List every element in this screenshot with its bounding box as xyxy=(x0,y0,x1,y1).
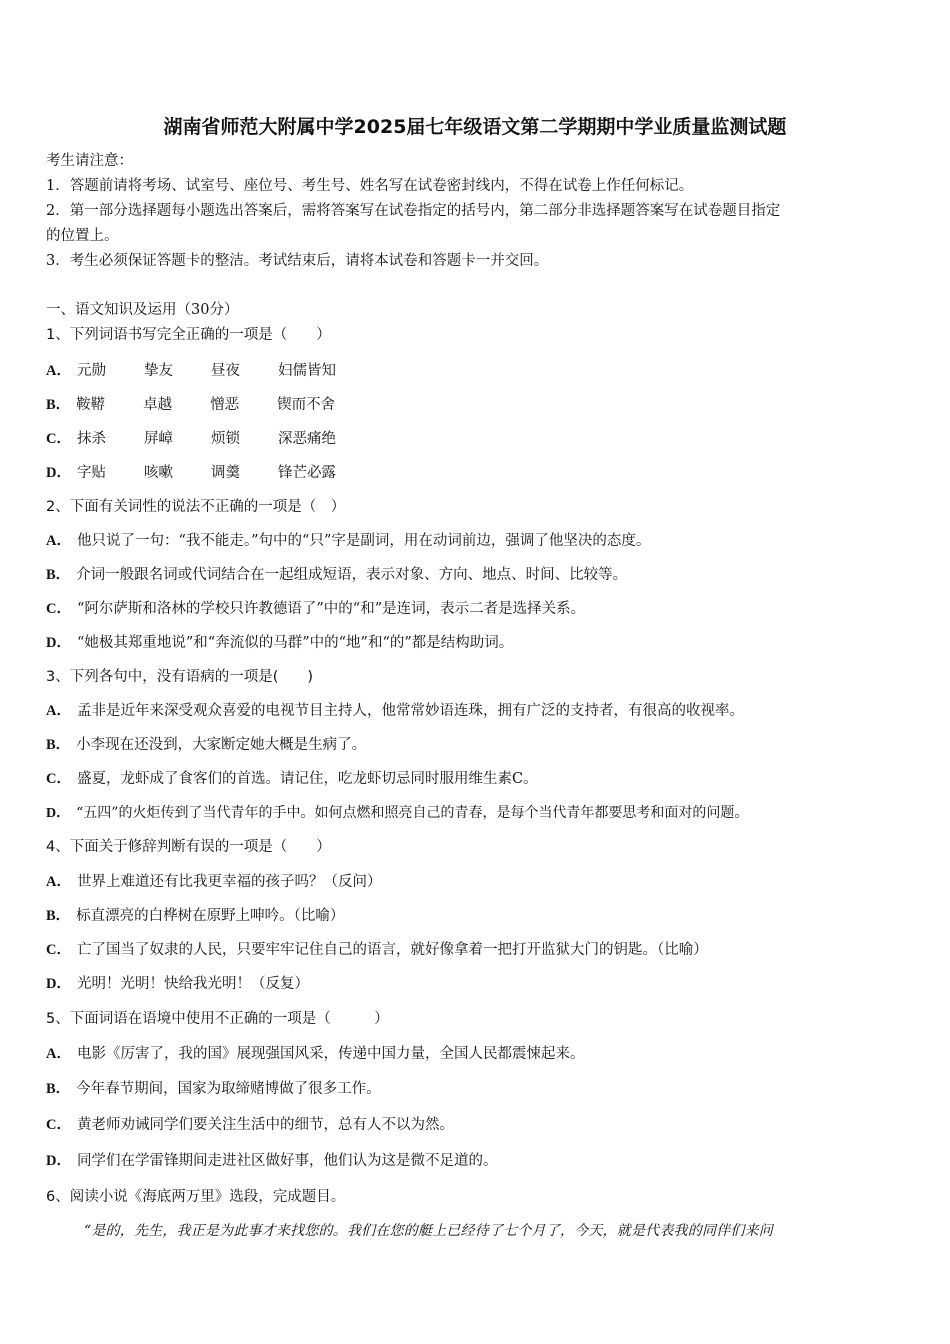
question-stem: 1、下列词语书写完全正确的一项是（ ） xyxy=(46,327,331,343)
option-word: 屏嶂 xyxy=(143,431,173,447)
option-word: 挚友 xyxy=(143,363,173,379)
option-b xyxy=(46,565,627,585)
option-word: 字贴 xyxy=(76,465,106,481)
option-a xyxy=(46,1044,584,1064)
option-text: 孟非是近年来深受观众喜爱的电视节目主持人，他常常妙语连珠，拥有广泛的支持者，有很高的收视率。 xyxy=(76,703,744,719)
option-letter: B． xyxy=(46,1081,71,1097)
option-text: 盛夏，龙虾成了食客们的首选。请记住，吃龙虾切忌同时服用维生素C。 xyxy=(76,771,538,787)
option-a xyxy=(46,361,336,381)
notice-item: 的位置上。 xyxy=(46,228,119,244)
option-letter: A． xyxy=(46,1046,71,1062)
option-text: 小李现在还没到，大家断定她大概是生病了。 xyxy=(76,737,367,753)
option-letter: A． xyxy=(46,703,71,719)
option-text: 同学们在学雷锋期间走进社区做好事，他们认为这是微不足道的。 xyxy=(76,1153,498,1169)
option-word: 卓越 xyxy=(143,397,173,413)
option-a xyxy=(46,701,744,721)
question-stem: 3、下列各句中，没有语病的一项是( ) xyxy=(46,669,314,685)
option-letter: C． xyxy=(46,1117,71,1133)
option-text: “五四”的火炬传到了当代青年的手中。如何点燃和照亮自己的青春，是每个当代青年都要思考和面对的问题。 xyxy=(76,805,749,821)
option-c xyxy=(46,769,538,789)
option-word: 鞍鞯 xyxy=(76,397,106,413)
option-d xyxy=(46,1151,497,1171)
notice-item: 2．第一部分选择题每小题选出答案后，需将答案写在试卷指定的括号内，第二部分非选择题答案写在试卷题目指定 xyxy=(46,203,781,219)
option-c xyxy=(46,599,585,619)
option-letter: D． xyxy=(46,465,71,481)
option-letter: B． xyxy=(46,567,71,583)
notice-item: 1．答题前请将考场、试室号、座位号、考生号、姓名写在试卷密封线内，不得在试卷上作任何标记。 xyxy=(46,178,694,194)
option-d xyxy=(46,633,513,653)
section-heading: 一、语文知识及运用（30分） xyxy=(46,302,239,318)
option-c xyxy=(46,940,708,960)
option-text: 世界上难道还有比我更幸福的孩子吗？（反问） xyxy=(76,874,382,890)
option-a xyxy=(46,872,381,892)
question-stem: 6、阅读小说《海底两万里》选段，完成题目。 xyxy=(46,1189,346,1205)
option-text: 今年春节期间，国家为取缔赌博做了很多工作。 xyxy=(76,1081,381,1097)
option-d xyxy=(46,803,748,824)
option-word: 憎恶 xyxy=(210,397,240,413)
option-c xyxy=(46,429,336,449)
option-word: 元勋 xyxy=(76,363,106,379)
option-word: 妇儒皆知 xyxy=(277,363,336,379)
option-letter: B． xyxy=(46,737,71,753)
question-stem: 2、下面有关词性的说法不正确的一项是（ ） xyxy=(46,499,346,515)
option-letter: C． xyxy=(46,431,71,447)
option-word: 锋芒必露 xyxy=(277,465,336,481)
option-word: 烦锁 xyxy=(210,431,240,447)
option-letter: C． xyxy=(46,771,71,787)
option-b xyxy=(46,735,366,755)
option-letter: B． xyxy=(46,908,71,924)
option-text: 亡了国当了奴隶的人民，只要牢牢记住自己的语言，就好像拿着一把打开监狱大门的钥匙。（比喻） xyxy=(76,942,708,958)
option-text: 黄老师劝诫同学们要关注生活中的细节，总有人不以为然。 xyxy=(76,1117,454,1133)
option-b xyxy=(46,1079,381,1099)
option-letter: C． xyxy=(46,601,71,617)
option-word: 调羹 xyxy=(210,465,240,481)
notice-item: 3．考生必须保证答题卡的整洁。考试结束后，请将本试卷和答题卡一并交回。 xyxy=(46,253,549,269)
option-word: 昼夜 xyxy=(210,363,240,379)
option-letter: A． xyxy=(46,363,71,379)
option-letter: C． xyxy=(46,942,71,958)
option-a xyxy=(46,531,650,551)
option-word: 抹杀 xyxy=(76,431,106,447)
option-letter: A． xyxy=(46,874,71,890)
option-b xyxy=(46,395,335,415)
option-text: 光明！光明！快给我光明！（反复） xyxy=(76,976,309,992)
option-c xyxy=(46,1115,454,1135)
option-text: “她极其郑重地说”和“奔流似的马群”中的“地”和“的”都是结构助词。 xyxy=(76,635,514,651)
option-letter: D． xyxy=(46,976,71,992)
option-text: 电影《厉害了，我的国》展现强国风采，传递中国力量，全国人民都震悚起来。 xyxy=(76,1046,585,1062)
option-text: 标直漂亮的白桦树在原野上呻吟。（比喻） xyxy=(76,908,345,924)
option-text: 介词一般跟名词或代词结合在一起组成短语，表示对象、方向、地点、时间、比较等。 xyxy=(76,567,628,583)
option-word: 锲而不舍 xyxy=(277,397,336,413)
option-word: 深恶痛绝 xyxy=(277,431,336,447)
option-b xyxy=(46,906,344,926)
option-letter: D． xyxy=(46,1153,71,1169)
notice-heading: 考生请注意： xyxy=(46,153,133,169)
reading-passage: “是的，先生，我正是为此事才来找您的。我们在您的艇上已经待了七个月了，今天，就是代表我的同伴们来问 xyxy=(84,1223,773,1239)
option-d xyxy=(46,463,336,483)
page-title: 湖南省师范大附属中学2025届七年级语文第二学期期中学业质量监测试题 xyxy=(163,116,787,138)
option-letter: D． xyxy=(46,806,71,821)
option-text: “阿尔萨斯和洛林的学校只许教德语了”中的“和”是连词，表示二者是选择关系。 xyxy=(76,601,586,617)
option-letter: A． xyxy=(46,533,71,549)
option-d xyxy=(46,974,309,994)
question-stem: 5、下面词语在语境中使用不正确的一项是（ ） xyxy=(46,1011,389,1027)
option-word: 咳嗽 xyxy=(143,465,173,481)
option-letter: D． xyxy=(46,635,71,651)
option-letter: B． xyxy=(46,397,71,413)
option-text: 他只说了一句：“我不能走。”句中的“只”字是副词，用在动词前边，强调了他坚决的态度。 xyxy=(76,533,651,549)
question-stem: 4、下面关于修辞判断有误的一项是（ ） xyxy=(46,839,331,855)
